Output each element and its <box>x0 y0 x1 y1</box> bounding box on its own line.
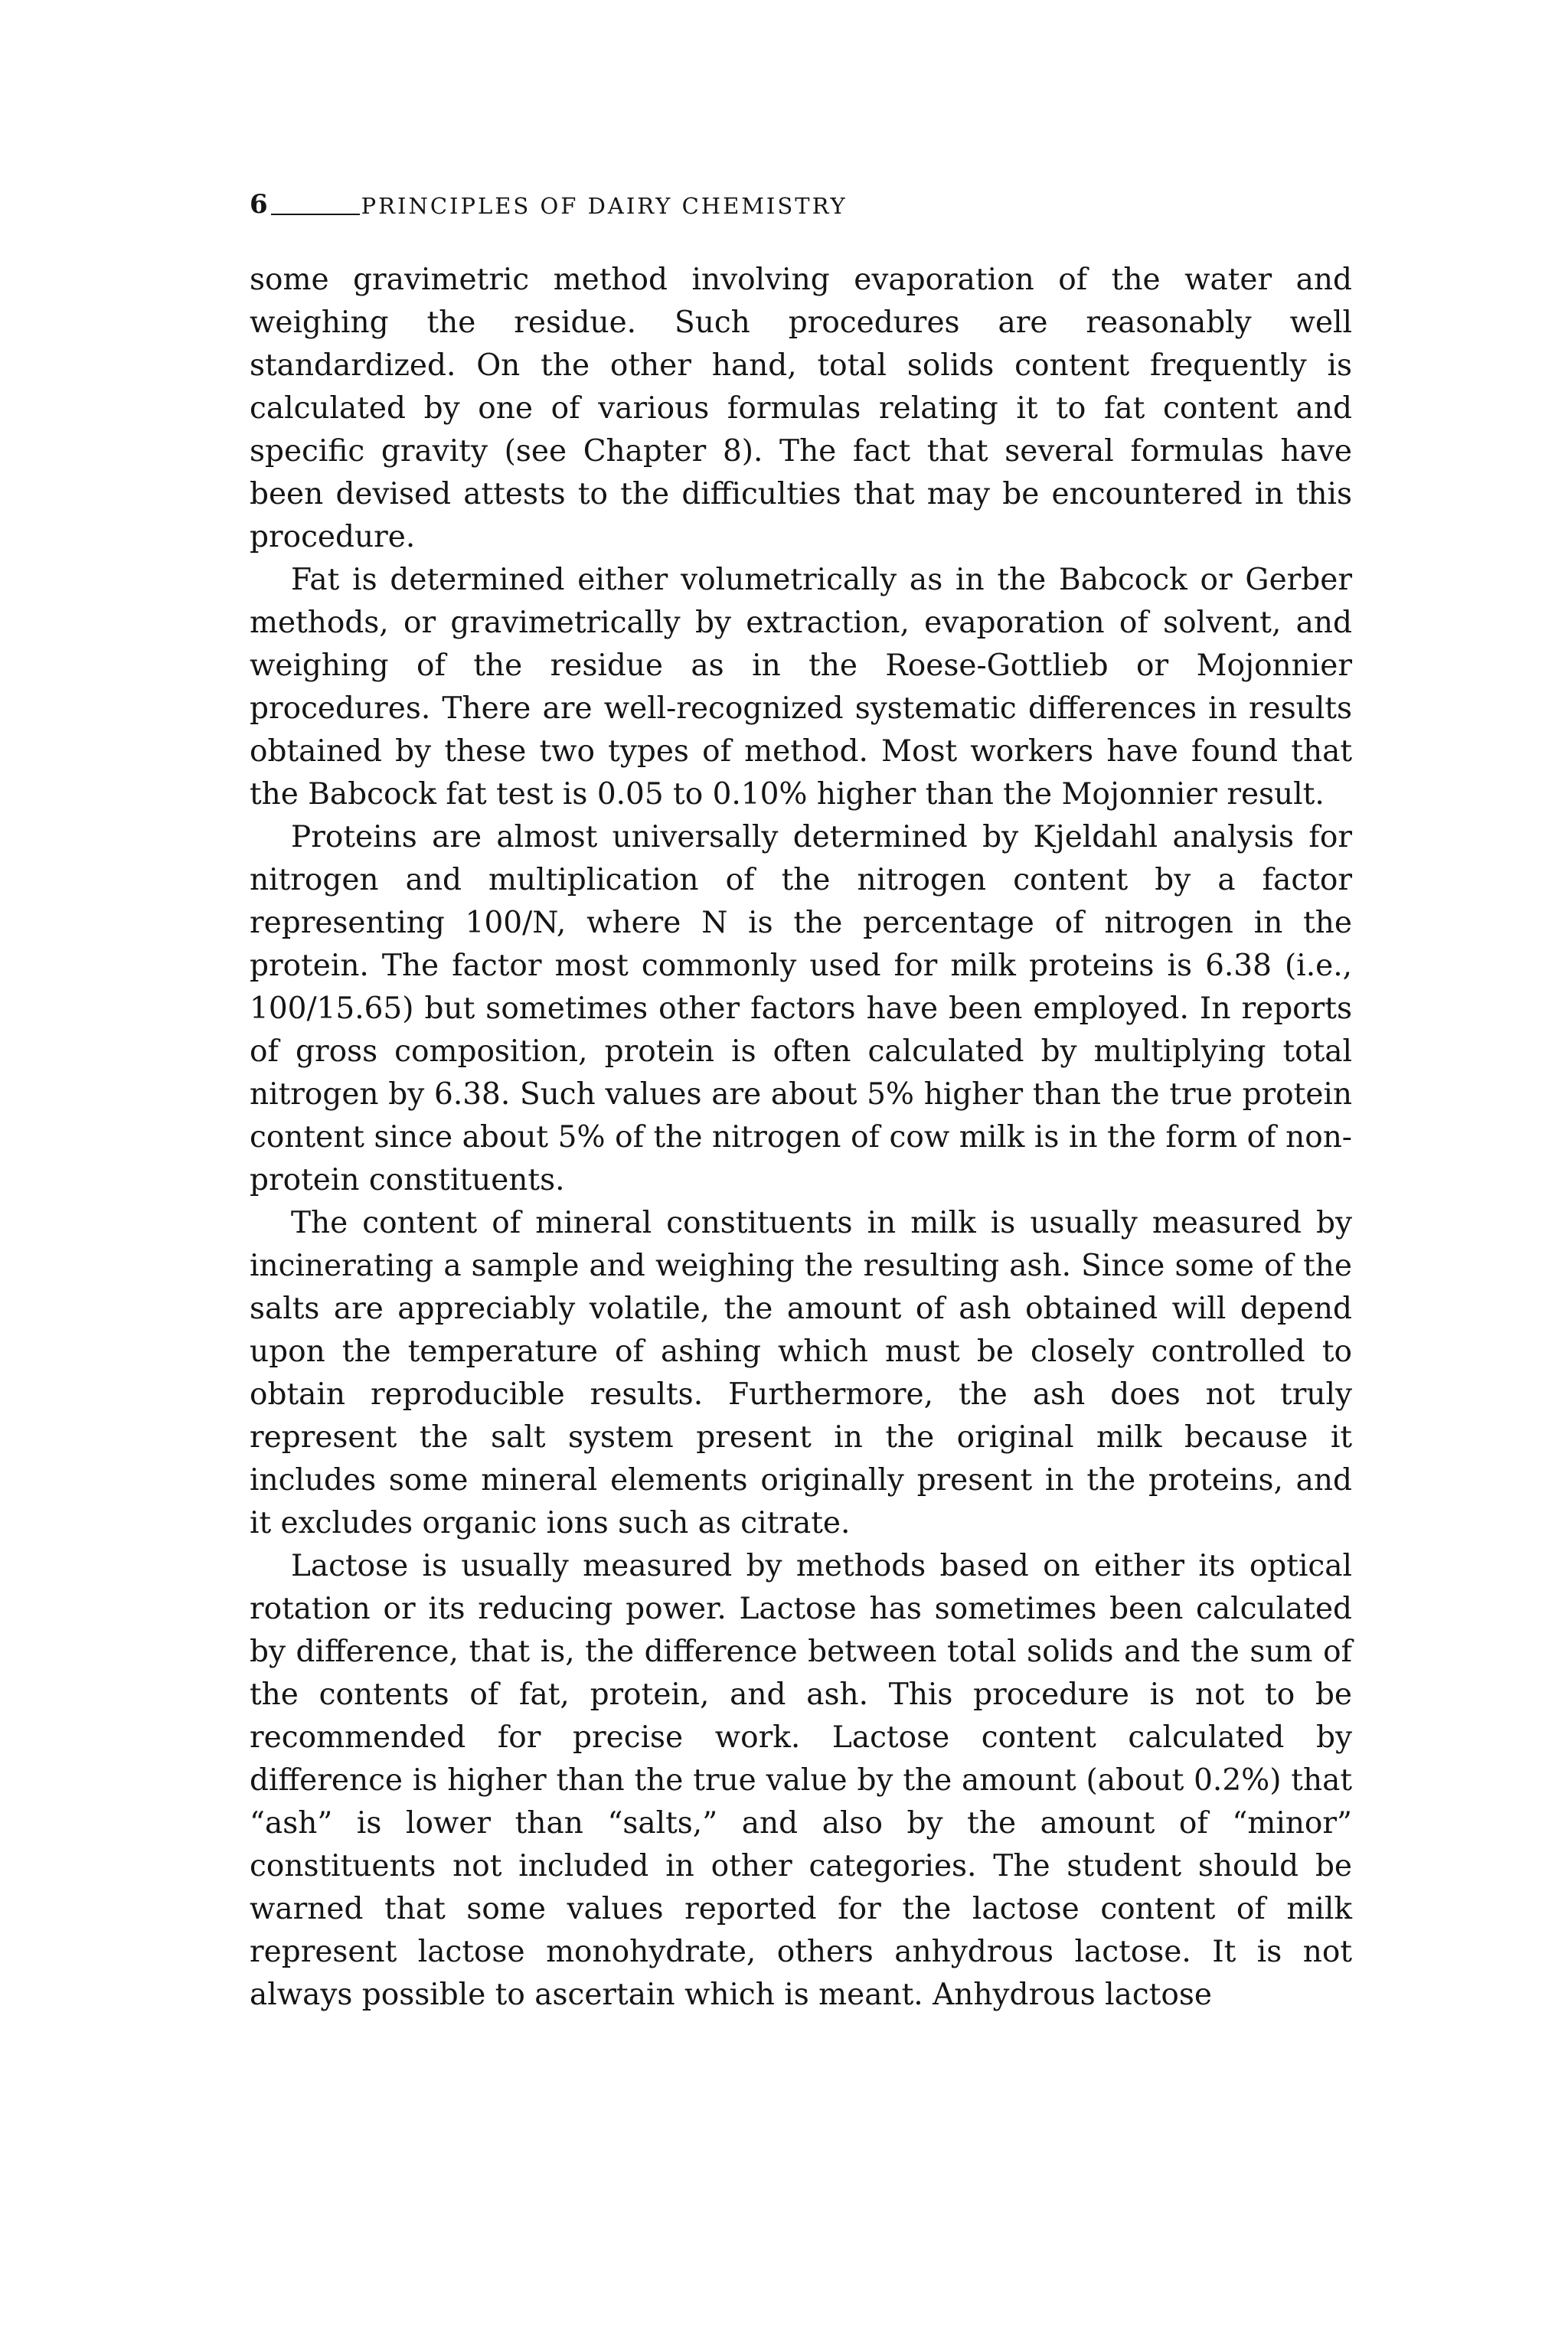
header-rule <box>271 214 360 215</box>
paragraph-lactose: Lactose is usually measured by methods based on either its optical rotation or its reducing power. Lactose has sometimes been calculated by difference, that is, the difference between total solids and the sum of the contents of fat, protein, and ash. This procedure is not to be recommended for precise work. Lactose content calculated by difference is higher than the true value by the amount (about 0.2%) that “ash” is lower than “salts,” and also by the amount of “minor” constituents not included in other categories. The student should be warned that some values reported for the lactose content of milk represent lactose monohydrate, others anhydrous lactose. It is not always possible to ascertain which is meant. Anhydrous lactose <box>250 1549 1352 2012</box>
running-head <box>250 187 1352 220</box>
paragraph-minerals: The content of mineral constituents in milk is usually measured by incinerating a sample and weighing the resulting ash. Since some of the salts are appreciably volatile, the amount of ash obtained will depend upon the temperature of ashing which must be closely controlled to obtain reproducible results. Furthermore, the ash does not truly represent the salt system present in the original milk because it includes some mineral elements originally present in the proteins, and it excludes organic ions such as citrate. <box>250 1206 1352 1540</box>
paragraph-proteins: Proteins are almost universally determined by Kjeldahl analysis for nitrogen and multiplication of the nitrogen content by a factor representing 100/N, where N is the percentage of nitrogen in the protein. The factor most commonly used for milk proteins is 6.38 (i.e., 100/15.65) but sometimes other factors have been employed. In reports of gross composition, protein is often calculated by multiplying total nitrogen by 6.38. Such values are about 5% higher than the true protein content since about 5% of the nitrogen of cow milk is in the form of non-protein constituents. <box>250 820 1352 1197</box>
paragraph-fat: Fat is determined either volumetrically as in the Babcock or Gerber methods, or gravimetrically by extraction, evaporation of solvent, and weighing of the residue as in the Roese-Gottlieb or Mojonnier procedures. There are well-recognized systematic differences in results obtained by these two types of method. Most workers have found that the Babcock fat test is 0.05 to 0.10% higher than the Mojonnier result. <box>250 563 1352 812</box>
paragraph-total-solids: some gravimetric method involving evaporation of the water and weighing the residue. Such procedures are reasonably well standardized. On the other hand, total solids content frequently is calculated by one of various formulas relating it to fat content and specific gravity (see Chapter 8). The fact that several formulas have been devised attests to the difficulties that may be encountered in this procedure. <box>250 263 1352 554</box>
running-title: PRINCIPLES OF DAIRY CHEMISTRY <box>361 193 848 219</box>
page-number: 6 <box>250 189 268 220</box>
body-text <box>250 259 1352 2017</box>
